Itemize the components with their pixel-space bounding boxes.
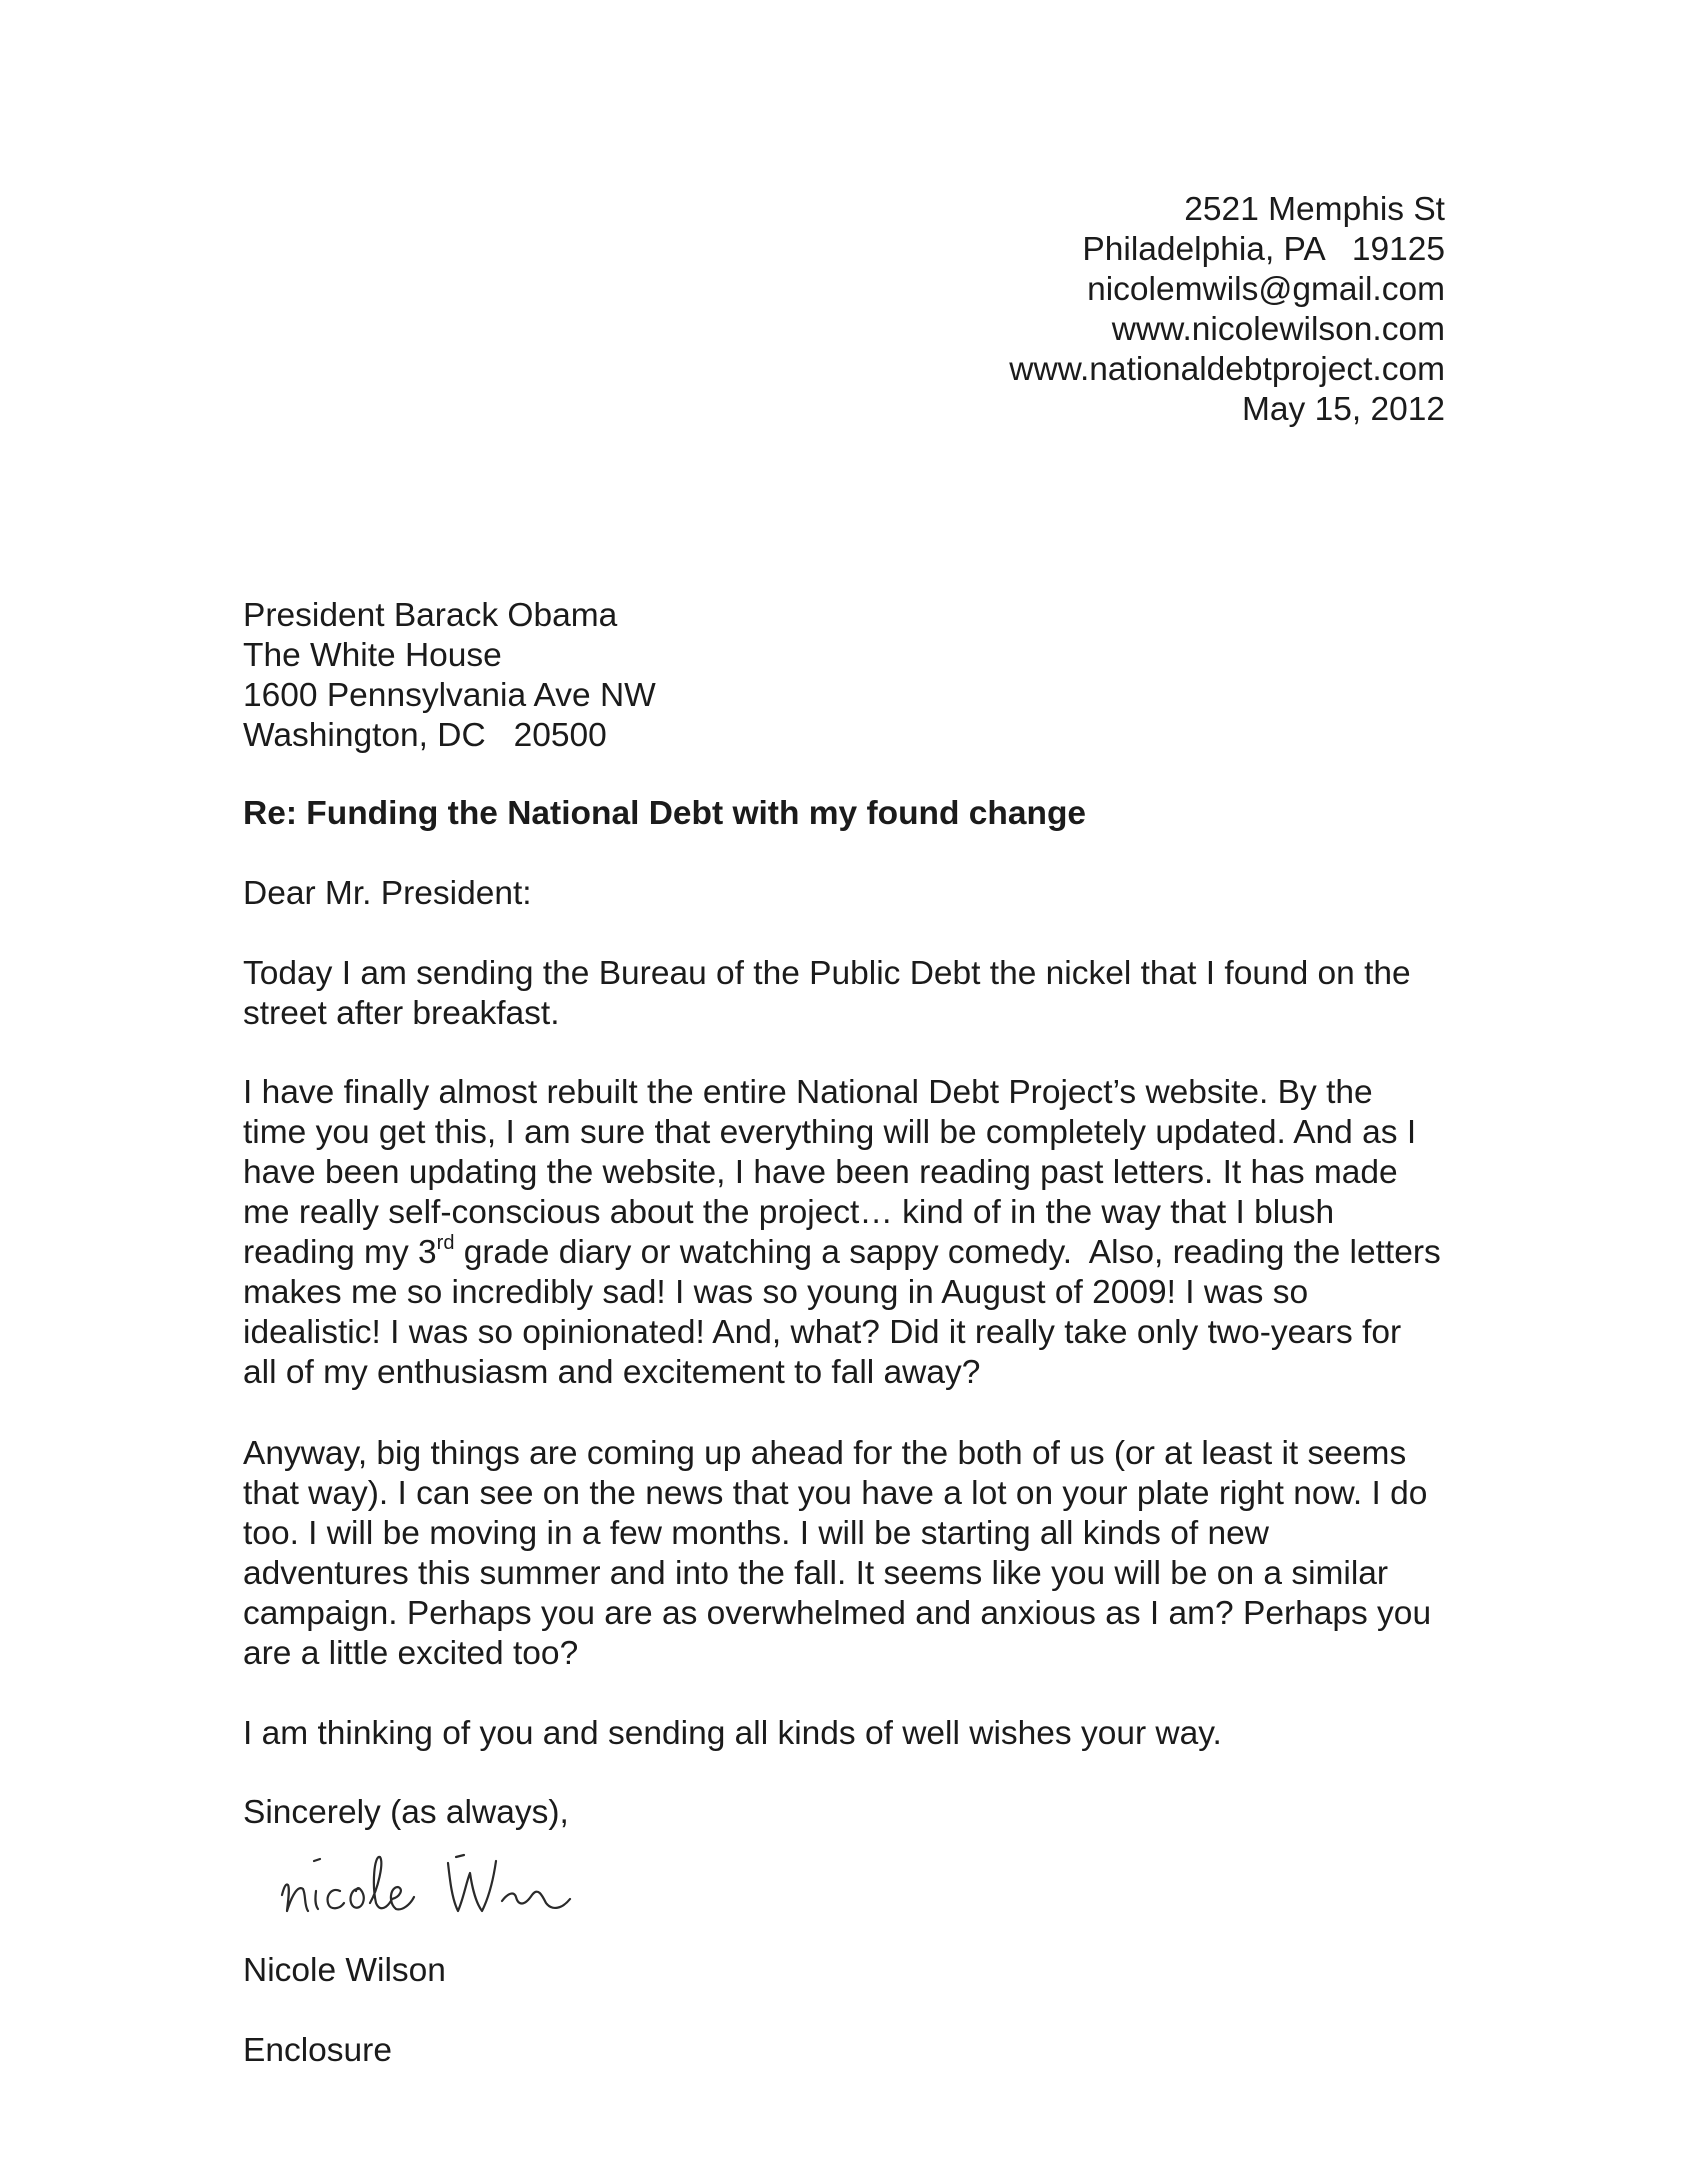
- sender-city-state-zip: Philadelphia, PA 19125: [1082, 231, 1445, 268]
- line-text: reading my 3: [243, 1234, 437, 1271]
- paragraph-line: time you get this, I am sure that everything will be completely updated. And as I: [243, 1114, 1417, 1151]
- recipient-organization: The White House: [243, 637, 502, 674]
- recipient-street: 1600 Pennsylvania Ave NW: [243, 677, 656, 714]
- recipient-name: President Barack Obama: [243, 597, 618, 634]
- paragraph-line: Anyway, big things are coming up ahead for the both of us (or at least it seems: [243, 1435, 1407, 1472]
- sender-address-block: [1009, 190, 1445, 430]
- paragraph-line: I have finally almost rebuilt the entire National Debt Project’s website. By the: [243, 1074, 1373, 1111]
- sender-website-project: www.nationaldebtproject.com: [1009, 351, 1445, 388]
- letter-date: May 15, 2012: [1242, 391, 1445, 428]
- paragraph-line: adventures this summer and into the fall. It seems like you will be on a similar: [243, 1555, 1389, 1592]
- paragraph-line: me really self-conscious about the project… kind of in the way that I blush: [243, 1194, 1335, 1231]
- paragraph-line: are a little excited too?: [243, 1635, 579, 1672]
- subject-line: Re: Funding the National Debt with my found change: [243, 795, 1087, 832]
- handwritten-signature: [270, 1825, 650, 1935]
- signer-name: Nicole Wilson: [243, 1952, 446, 1989]
- closing: Sincerely (as always),: [243, 1794, 569, 1831]
- body-paragraph-1: [243, 954, 1411, 1034]
- ordinal-suffix: rd: [436, 1231, 455, 1254]
- paragraph-line: street after breakfast.: [243, 995, 560, 1032]
- paragraph-line: campaign. Perhaps you are as overwhelmed and anxious as I am? Perhaps you: [243, 1595, 1432, 1632]
- sender-website-personal: www.nicolewilson.com: [1111, 311, 1445, 348]
- paragraph-line: have been updating the website, I have been reading past letters. It has made: [243, 1154, 1398, 1191]
- sender-email: nicolemwils@gmail.com: [1087, 271, 1445, 308]
- line-text: grade diary or watching a sappy comedy. Also, reading the letters: [454, 1234, 1441, 1271]
- paragraph-line: too. I will be moving in a few months. I will be starting all kinds of new: [243, 1515, 1269, 1552]
- body-paragraph-4: [243, 1714, 1222, 1754]
- sender-street: 2521 Memphis St: [1184, 191, 1445, 228]
- paragraph-line: Today I am sending the Bureau of the Public Debt the nickel that I found on the: [243, 955, 1411, 992]
- paragraph-line: that way). I can see on the news that you have a lot on your plate right now. I do: [243, 1475, 1428, 1512]
- enclosure-note: Enclosure: [243, 2032, 392, 2069]
- body-paragraph-2: [243, 1073, 1441, 1393]
- paragraph-line: all of my enthusiasm and excitement to fall away?: [243, 1354, 981, 1391]
- recipient-city-state-zip: Washington, DC 20500: [243, 717, 607, 754]
- paragraph-line: idealistic! I was so opinionated! And, what? Did it really take only two-years for: [243, 1314, 1402, 1351]
- recipient-address-block: [243, 596, 656, 756]
- salutation: Dear Mr. President:: [243, 875, 532, 912]
- paragraph-line: [243, 1233, 1441, 1273]
- paragraph-line: I am thinking of you and sending all kinds of well wishes your way.: [243, 1715, 1222, 1752]
- paragraph-line: makes me so incredibly sad! I was so young in August of 2009! I was so: [243, 1274, 1309, 1311]
- body-paragraph-3: [243, 1434, 1431, 1674]
